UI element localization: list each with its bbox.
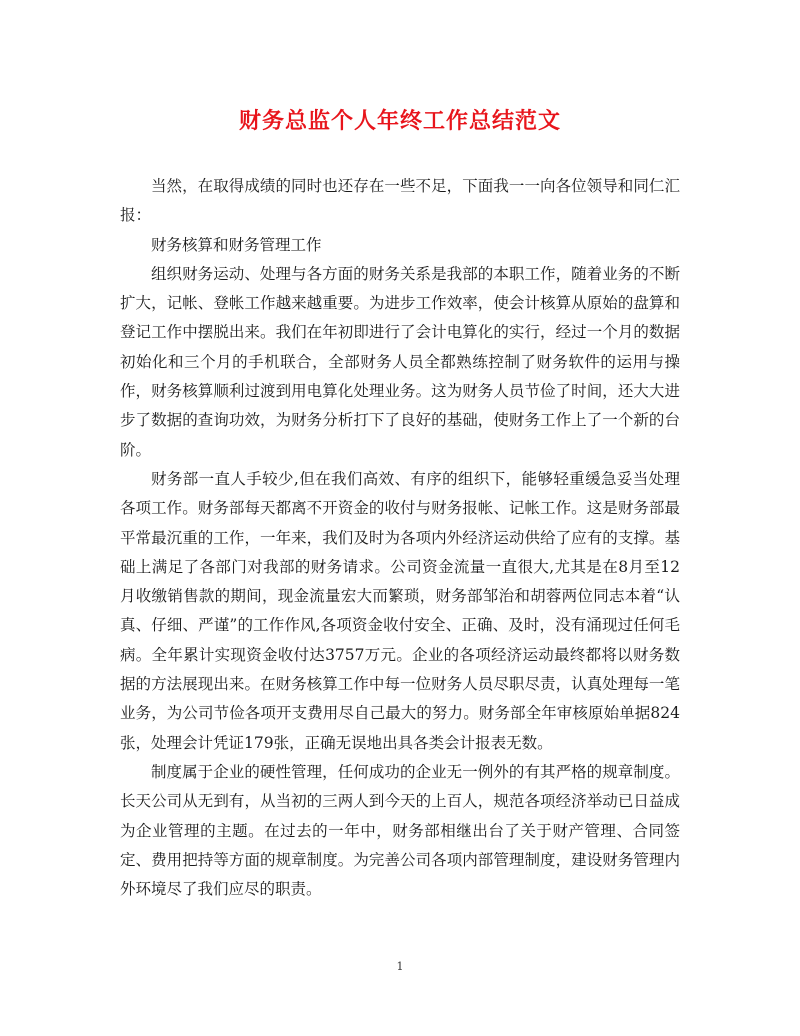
section-heading: 财务核算和财务管理工作 [151, 235, 322, 254]
paragraph-intro: 当然，在取得成绩的同时也还存在一些不足，下面我一一向各位领导和同仁汇报： [120, 177, 680, 225]
document-title: 财务总监个人年终工作总结范文 [238, 109, 561, 134]
page-number: 1 [396, 960, 404, 973]
document-body [120, 172, 680, 904]
paragraph-regulations: 制度属于企业的硬性管理，任何成功的企业无一例外的有其严格的规章制度。长天公司从无到有，从当初的三两人到今天的上百人，规范各项经济举动已日益成为企业管理的主题。在过去的一年中，财务部相继出台了关于财产管理、合同签定、费用把持等方面的规章制度。为完善公司各项内部管理制度，建设财务管理内外环境尽了我们应尽的职责。 [120, 762, 680, 899]
paragraph-funds: 财务部一直人手较少,但在我们高效、有序的组织下，能够轻重缓急妥当处理各项工作。财务部每天都离不开资金的收付与财务报帐、记帐工作。这是财务部最平常最沉重的工作，一年来，我们及时为各项内外经济运动供给了应有的支撑。基础上满足了各部门对我部的财务请求。公司资金流量一直很大,尤其是在8月至12月收缴销售款的期间，现金流量宏大而繁琐，财务部邹治和胡蓉两位同志本着“认真、仔细、严谨”的工作作风,各项资金收付安全、正确、及时，没有涌现过任何毛病。全年累计实现资金收付达3757万元。企业的各项经济运动最终都将以财务数据的方法展现出来。在财务核算工作中每一位财务人员尽职尽责，认真处理每一笔业务，为公司节俭各项开支费用尽自己最大的努力。财务部全年审核原始单据824张，处理会计凭证179张，正确无误地出具各类会计报表无数。 [120, 469, 680, 752]
paragraph-accounting: 组织财务运动、处理与各方面的财务关系是我部的本职工作，随着业务的不断扩大，记帐、登帐工作越来越重要。为进步工作效率，使会计核算从原始的盘算和登记工作中摆脱出来。我们在年初即进行了会计电算化的实行，经过一个月的数据初始化和三个月的手机联合，全部财务人员全都熟练控制了财务软件的运用与操作，财务核算顺利过渡到用电算化处理业务。这为财务人员节俭了时间，还大大进步了数据的查询功效，为财务分析打下了良好的基础，使财务工作上了一个新的台阶。 [120, 264, 680, 459]
